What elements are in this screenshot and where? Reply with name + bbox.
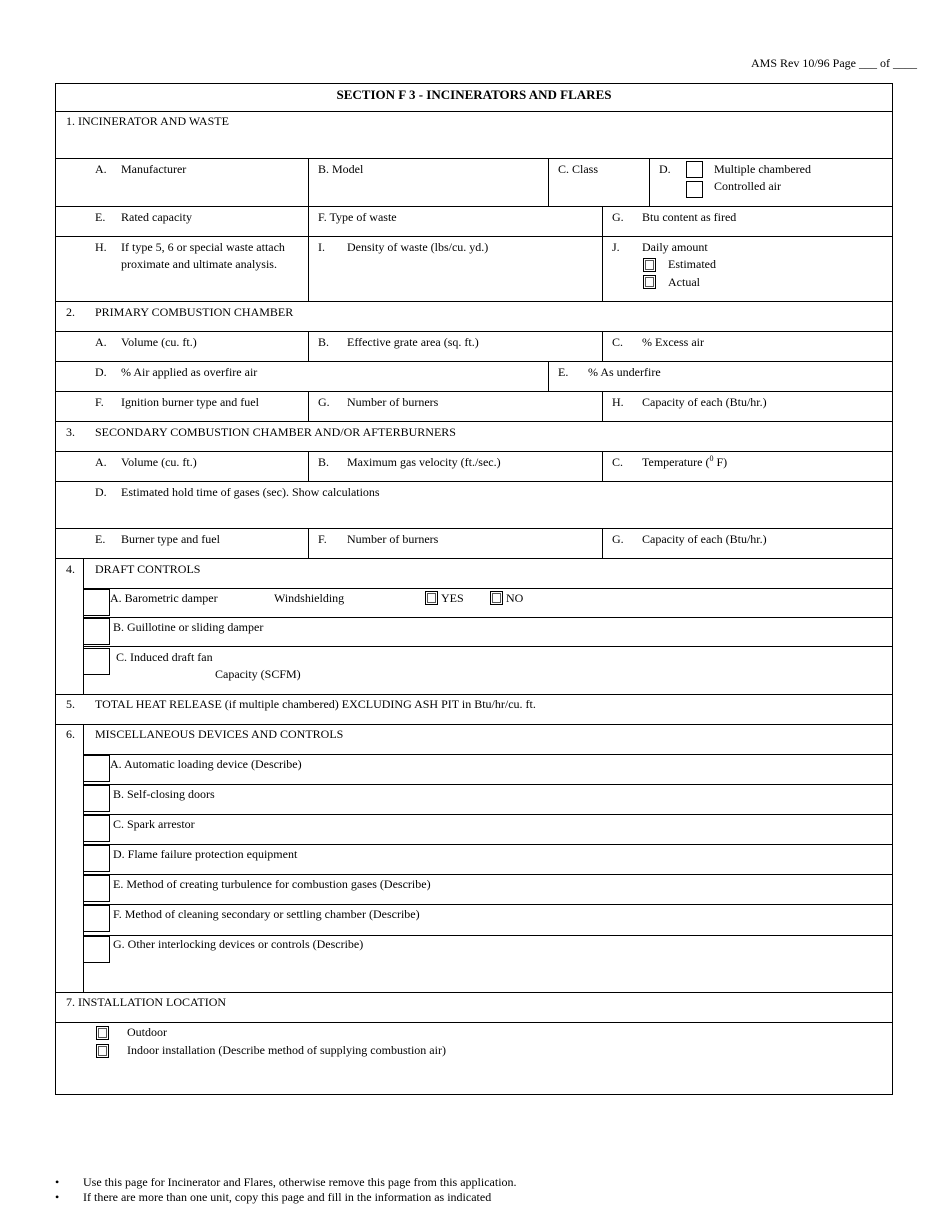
interlocking-devices-label: G. Other interlocking devices or controls (Describe)	[113, 937, 364, 951]
s3-volume-label: Volume (cu. ft.)	[121, 455, 197, 469]
excess-air-label: % Excess air	[642, 335, 704, 349]
s2-volume-label: Volume (cu. ft.)	[121, 335, 197, 349]
s6-num: 6.	[66, 727, 75, 741]
rated-capacity-label: Rated capacity	[121, 210, 192, 224]
grate-area-label: Effective grate area (sq. ft.)	[347, 335, 479, 349]
s3-number-burners-label: Number of burners	[347, 532, 439, 546]
induced-draft-fan-checkbox[interactable]	[83, 648, 110, 675]
windshielding-no-checkbox[interactable]	[490, 591, 503, 605]
s1-h-letter: H.	[95, 240, 107, 254]
s3-b-letter: B.	[318, 455, 330, 469]
daily-amount-label: Daily amount	[642, 240, 708, 254]
s3-g-letter: G.	[612, 532, 624, 546]
page-header: AMS Rev 10/96 Page ___ of ____	[751, 56, 917, 70]
s1-j-letter: J.	[612, 240, 620, 254]
controlled-air-checkbox[interactable]	[686, 181, 703, 198]
ignition-burner-label: Ignition burner type and fuel	[121, 395, 259, 409]
s3-capacity-label: Capacity of each (Btu/hr.)	[642, 532, 767, 546]
s6-heading: MISCELLANEOUS DEVICES AND CONTROLS	[95, 727, 344, 741]
barometric-damper-checkbox[interactable]	[83, 589, 110, 616]
windshielding-label: Windshielding	[274, 591, 345, 605]
type-of-waste-label: F. Type of waste	[318, 210, 397, 224]
s2-e-letter: E.	[558, 365, 569, 379]
spark-arrestor-checkbox[interactable]	[83, 815, 110, 842]
btu-content-label: Btu content as fired	[642, 210, 737, 224]
s2-a-letter: A.	[95, 335, 107, 349]
s5-num: 5.	[66, 697, 75, 711]
cleaning-method-checkbox[interactable]	[83, 905, 110, 932]
s2-c-letter: C.	[612, 335, 624, 349]
indoor-checkbox[interactable]	[96, 1044, 109, 1058]
total-heat-release-label: TOTAL HEAT RELEASE (if multiple chambered) EXCLUDING ASH PIT in Btu/hr/cu. ft.	[95, 697, 536, 711]
estimated-label: Estimated	[668, 257, 716, 271]
windshielding-no-label: NO	[506, 591, 524, 605]
indoor-label: Indoor installation (Describe method of supplying combustion air)	[127, 1043, 446, 1057]
s4-num: 4.	[66, 562, 75, 576]
s2-heading: PRIMARY COMBUSTION CHAMBER	[95, 305, 294, 319]
flame-failure-label: D. Flame failure protection equipment	[113, 847, 298, 861]
auto-loading-label: A. Automatic loading device (Describe)	[110, 757, 302, 771]
model-label: B. Model	[318, 162, 364, 176]
s1-a-letter: A.	[95, 162, 107, 176]
s1-d-letter: D.	[659, 162, 671, 176]
underfire-label: % As underfire	[588, 365, 661, 379]
s2-capacity-label: Capacity of each (Btu/hr.)	[642, 395, 767, 409]
s1-g-letter: G.	[612, 210, 624, 224]
barometric-damper-label: A. Barometric damper	[110, 591, 218, 605]
s1-e-letter: E.	[95, 210, 106, 224]
gas-velocity-label: Maximum gas velocity (ft./sec.)	[347, 455, 501, 469]
turbulence-method-label: E. Method of creating turbulence for combustion gases (Describe)	[113, 877, 431, 891]
s3-a-letter: A.	[95, 455, 107, 469]
class-label: C. Class	[558, 162, 599, 176]
interlocking-devices-checkbox[interactable]	[83, 936, 110, 963]
fan-capacity-label: Capacity (SCFM)	[215, 667, 301, 681]
auto-loading-checkbox[interactable]	[83, 755, 110, 782]
s3-num: 3.	[66, 425, 75, 439]
burner-type-label: Burner type and fuel	[121, 532, 220, 546]
section-title: SECTION F 3 - INCINERATORS AND FLARES	[336, 87, 612, 102]
cleaning-method-label: F. Method of cleaning secondary or settling chamber (Describe)	[113, 907, 420, 921]
spark-arrestor-label: C. Spark arrestor	[113, 817, 195, 831]
windshielding-yes-checkbox[interactable]	[425, 591, 438, 605]
flame-failure-checkbox[interactable]	[83, 845, 110, 872]
s7-heading: 7. INSTALLATION LOCATION	[66, 995, 227, 1009]
self-closing-doors-label: B. Self-closing doors	[113, 787, 215, 801]
controlled-air-label: Controlled air	[714, 179, 781, 193]
s2-d-letter: D.	[95, 365, 107, 379]
s2-f-letter: F.	[95, 395, 104, 409]
s2-h-letter: H.	[612, 395, 624, 409]
guillotine-damper-label: B. Guillotine or sliding damper	[113, 620, 264, 634]
special-waste-label-1: If type 5, 6 or special waste attach	[121, 240, 285, 254]
guillotine-damper-checkbox[interactable]	[83, 618, 110, 645]
hold-time-label: Estimated hold time of gases (sec). Show calculations	[121, 485, 380, 499]
s2-num: 2.	[66, 305, 75, 319]
footnote-1: • Use this page for Incinerator and Flares, otherwise remove this page from this application.	[55, 1175, 517, 1189]
s3-f-letter: F.	[318, 532, 327, 546]
incinerator-form	[55, 83, 893, 1095]
s3-e-letter: E.	[95, 532, 106, 546]
temperature-label: Temperature ($^0$ F)	[642, 454, 728, 469]
density-label: Density of waste (lbs/cu. yd.)	[347, 240, 489, 254]
outdoor-checkbox[interactable]	[96, 1026, 109, 1040]
windshielding-yes-label: YES	[441, 591, 464, 605]
self-closing-doors-checkbox[interactable]	[83, 785, 110, 812]
actual-checkbox[interactable]	[643, 275, 656, 289]
s1-i-letter: I.	[318, 240, 325, 254]
turbulence-method-checkbox[interactable]	[83, 875, 110, 902]
s3-heading: SECONDARY COMBUSTION CHAMBER AND/OR AFTERBURNERS	[95, 425, 456, 439]
outdoor-label: Outdoor	[127, 1025, 167, 1039]
s4-heading: DRAFT CONTROLS	[95, 562, 201, 576]
overfire-air-label: % Air applied as overfire air	[121, 365, 258, 379]
special-waste-label-2: proximate and ultimate analysis.	[121, 257, 277, 271]
actual-label: Actual	[668, 275, 700, 289]
footnote-2: • If there are more than one unit, copy this page and fill in the information as indicated	[55, 1190, 492, 1204]
manufacturer-label: Manufacturer	[121, 162, 187, 176]
s2-b-letter: B.	[318, 335, 330, 349]
multiple-chambered-checkbox[interactable]	[686, 161, 703, 178]
induced-draft-fan-label: C. Induced draft fan	[116, 650, 213, 664]
s2-number-burners-label: Number of burners	[347, 395, 439, 409]
s3-c-letter: C.	[612, 455, 624, 469]
s1-heading: 1. INCINERATOR AND WASTE	[66, 114, 229, 128]
s3-d-letter: D.	[95, 485, 107, 499]
s2-g-letter: G.	[318, 395, 330, 409]
multiple-chambered-label: Multiple chambered	[714, 162, 811, 176]
estimated-checkbox[interactable]	[643, 258, 656, 272]
